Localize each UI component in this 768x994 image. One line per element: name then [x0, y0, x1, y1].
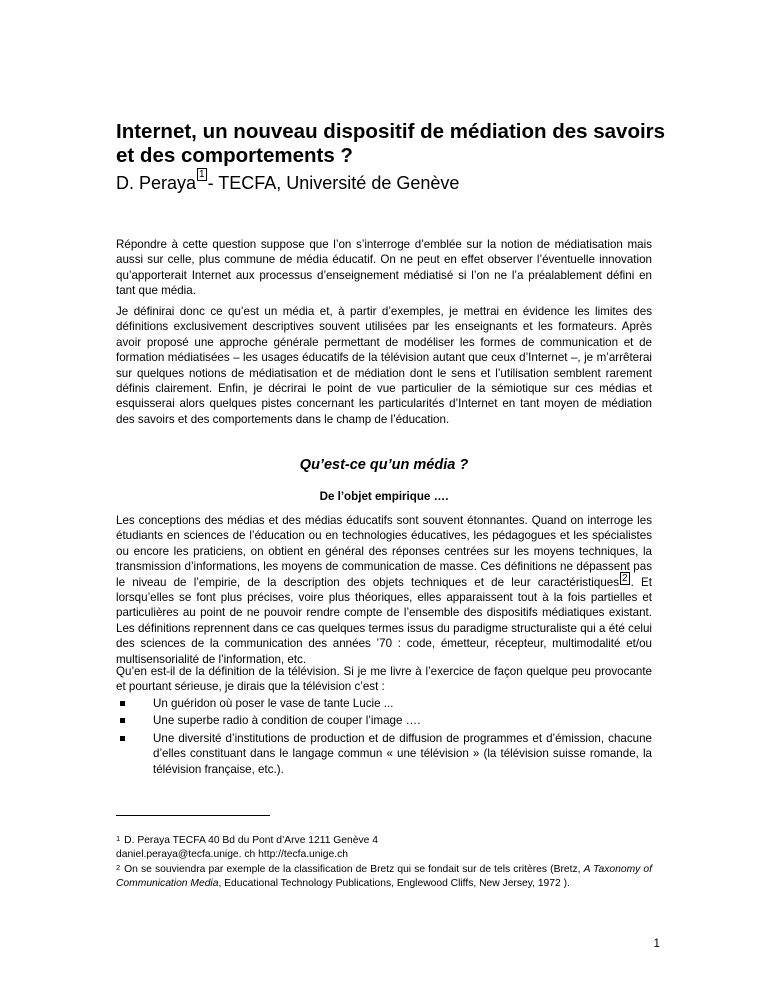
- footnote-2: [116, 863, 652, 890]
- section-heading: Qu’est-ce qu’un média ?: [299, 457, 469, 473]
- list-item: [116, 731, 652, 777]
- author-line: [116, 171, 676, 195]
- subsection-heading: De l’objet empirique ….: [319, 490, 449, 503]
- footnote-2-text-after: , Educational Technology Publications, Englewood Cliffs, New Jersey, 1972 ).: [218, 877, 570, 889]
- author-name: D. Peraya: [116, 173, 197, 193]
- square-bullet-icon: [120, 736, 125, 741]
- intro-paragraph: Répondre à cette question suppose que l’on s’interroge d’emblée sur la notion de médiatisation mais aussi sur celle, plus commune de média éducatif. On ne peut en effet observer l’éventuelle innovation qu’apporterait Internet aux processus d’enseignement médiatisé si l’on ne l’a préalablement défini en tant que média.: [116, 238, 652, 298]
- footnote-ref-1[interactable]: 1: [199, 169, 205, 180]
- page-number: 1: [653, 937, 660, 950]
- list-item-text: Un guéridon où poser le vase de tante Lucie ...: [153, 697, 394, 710]
- list-item: [116, 696, 652, 711]
- footnote-2-number: 2: [116, 863, 121, 872]
- square-bullet-icon: [120, 718, 125, 723]
- footnote-1-number: 1: [116, 834, 121, 843]
- list-item-text: Une superbe radio à condition de couper l’image ….: [153, 714, 421, 728]
- footnote-1-contact[interactable]: daniel.peraya@tecfa.unige. ch http://tecfa.unige.ch: [116, 848, 348, 860]
- media-conceptions-paragraph: [116, 513, 652, 667]
- footnote-separator: [116, 815, 270, 816]
- television-list: [116, 696, 652, 777]
- square-bullet-icon: [120, 701, 125, 706]
- footnote-ref-2[interactable]: 2: [622, 572, 628, 584]
- plan-paragraph: Je définirai donc ce qu’est un média et, à partir d’exemples, je mettrai en évidence les limites des définitions exclusivement descriptives souvent utilisées par les enseignants et les formateurs. Après avoir proposé une approche générale permettant de modéliser les formes de communication et de formation médiatisées – les usages éducatifs de la télévision autant que ceux d’Internet –, je m’arrêterai sur quelques notions de médiatisation et de médiation dont le sens et l’utilisation semblent rarement définis clairement. Enfin, je décrirai le point de vue particulier de la sémiotique sur ces médias et esquisserai alors quelques pistes concernant les particularités d’Internet en tant moyen de médiation des savoirs et des comportements dans le champ de l’éducation.: [116, 305, 652, 426]
- author-affiliation: - TECFA, Université de Genève: [207, 173, 460, 193]
- television-paragraph: Qu’en est-il de la définition de la télévision. Si je me livre à l’exercice de façon quelque peu provocante et pourtant sérieuse, je dirais que la télévision c’est :: [116, 665, 652, 694]
- footnote-2-book-title: A Taxonomy of Communication Media: [116, 864, 653, 889]
- paragraph-text-after-ref: . Et lorsqu’elles se font plus précises, voire plus théoriques, elles apparaissent tout à la fois partielles et particulières au point de ne pouvoir rendre compte de l’ensemble des dispositifs médiatiques existant. Les définitions reprennent dans ce cas quelques termes issus du paradigme structuraliste qui a été celui des sciences de la communication des années ’70 : code, émetteur, récepteur, multimodalité et/ou multisensorialité de l’information, etc.: [116, 575, 652, 666]
- footnote-1: [116, 834, 652, 861]
- footnote-1-line1: [116, 834, 652, 848]
- document-title: Internet, un nouveau dispositif de médiation des savoirs et des comportements ?: [116, 120, 666, 167]
- list-item: [116, 713, 652, 728]
- list-item-text: Une diversité d’institutions de production et de diffusion de programmes et d’émission, chacune d’elles constituant dans le langage commun « une télévision » (la télévision suisse romande, la télévision française, etc.).: [153, 731, 652, 776]
- footnote-1-address: D. Peraya TECFA 40 Bd du Pont d’Arve 1211 Genève 4: [124, 835, 378, 846]
- paragraph-text-before-ref: Les conceptions des médias et des médias éducatifs sont souvent étonnantes. Quand on interroge les étudiants en sciences de l’éducation ou en technologies éducatives, les pédagogues et les spécialistes ou encore les praticiens, on obtient en général des réponses centrées sur les moyens techniques, la transmission d’informations, les moyens de communication de masse. Ces définitions ne dépassent pas le niveau de l’empirie, de la description des objets techniques et de leur caractéristiques: [116, 514, 652, 589]
- footnote-2-text-before: On se souviendra par exemple de la classification de Bretz qui se fondait sur de tels critères (Bretz,: [124, 864, 584, 875]
